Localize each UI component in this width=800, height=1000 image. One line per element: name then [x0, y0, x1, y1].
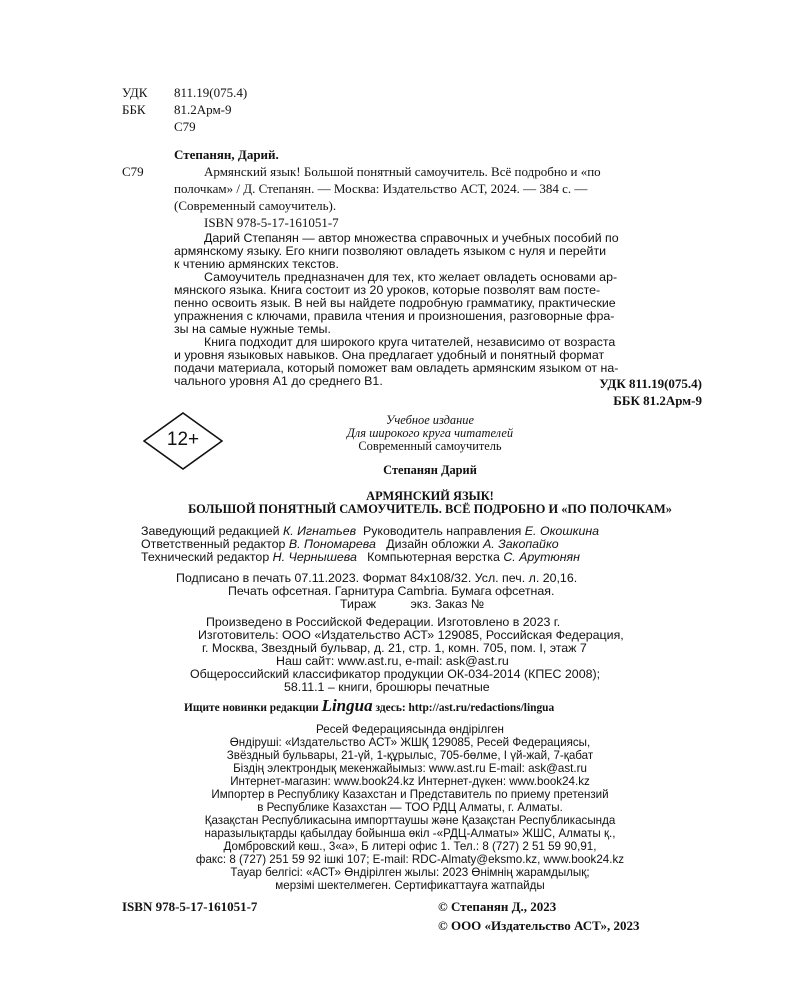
kazakh-line: Домбровский көш., 3«а», Б литері офис 1. Тел.: 8 (727) 2 51 59 90,91,: [223, 840, 597, 853]
bbk-label: ББК: [122, 102, 146, 117]
author-mark: С79: [174, 119, 196, 134]
kazakh-line: Тауар белгісі: «АСТ» Өндірілген жылы: 2023 Өнімнің жарамдылық;: [230, 866, 590, 879]
annotation-line: Книга подходит для широкого круга читателей, независимо от возраста: [204, 335, 616, 349]
kazakh-line: мерзімі шектелмеген. Сертификаттауға жатпайды: [275, 879, 545, 892]
producer-line: Общероссийский классификатор продукции ОК-034-2014 (КПЕС 2008);: [190, 667, 601, 681]
credits-line-3: Технический редактор Н. Чернышева Компьютерная верстка С. Арутюнян: [141, 550, 580, 564]
edition-type: Учебное издание: [386, 413, 474, 427]
producer-line: Произведено в Российской Федерации. Изготовлено в 2023 г.: [206, 615, 561, 629]
lingua-link[interactable]: здесь: http://ast.ru/redactions/lingua: [375, 702, 555, 714]
annotation-bbk: ББК 81.2Арм-9: [613, 393, 702, 408]
kazakh-line: Интернет-магазин: www.book24.kz Интернет-дүкен: www.book24.kz: [230, 775, 590, 788]
producer-line: Изготовитель: ООО «Издательство АСТ» 129085, Российская Федерация,: [198, 628, 624, 642]
lingua-line: Ищите новинки редакции Lingua здесь: http://ast.ru/redactions/lingua: [184, 696, 555, 715]
bib-mark: С79: [122, 164, 144, 179]
kazakh-line: факс: 8 (727) 251 59 92 ішкі 107; E-mail: RDC-Almaty@eksmo.kz, www.book24.kz: [195, 853, 625, 866]
kazakh-line: Ресей Федерациясында өндірілген: [316, 723, 504, 736]
kazakh-line: Қазақстан Республикасына импорттаушы және Қазақстан Республикасында: [204, 814, 616, 827]
bib-line-2: полочкам» / Д. Степанян. — Москва: Издательство АСТ, 2024. — 384 с. —: [174, 181, 588, 196]
bib-line-3: (Современный самоучитель).: [174, 198, 337, 213]
udk-label: УДК: [122, 85, 148, 100]
annotation-line: и уровня языковых навыков. Она предлагает удобный и понятный формат: [174, 348, 605, 362]
kazakh-line: Импортер в Республику Казахстан и Представитель по приему претензий: [211, 788, 609, 801]
bib-isbn: ISBN 978-5-17-161051-7: [204, 215, 339, 230]
producer-line: Наш сайт: www.ast.ru, e-mail: ask@ast.ru: [276, 654, 509, 668]
annotation-line: зы на самые нужные темы.: [174, 322, 331, 336]
annotation-line: армянскому языку. Его книги позволяют овладеть языком с нуля и перейти: [174, 244, 607, 258]
book-title-line-2: БОЛЬШОЙ ПОНЯТНЫЙ САМОУЧИТЕЛЬ. ВСЁ ПОДРОБНО И «ПО ПОЛОЧКАМ»: [188, 502, 672, 516]
edition-author: Степанян Дарий: [383, 463, 477, 477]
kazakh-line: наразылықтарды қабылдау бойынша өкіл -«РДЦ-Алматы» ЖШС, Алматы қ.,: [204, 827, 616, 840]
kazakh-line: Звёздный бульвары, 21-үй, 1-құрылыс, 705-бөлме, I үй-жай, 7-қабат: [226, 749, 594, 762]
kazakh-line: Өндіруші: «Издательство АСТ» ЖШҚ 129085, Ресей Федерациясы,: [229, 736, 591, 749]
bib-author-heading: Степанян, Дарий.: [174, 147, 279, 162]
edition-audience: Для широкого круга читателей: [346, 426, 514, 440]
annotation-udk: УДК 811.19(075.4): [599, 376, 702, 391]
print-line-1: Подписано в печать 07.11.2023. Формат 84x108/32. Усл. печ. л. 20,16.: [176, 571, 578, 585]
producer-line: г. Москва, Звездный бульвар, д. 21, стр. 1, комн. 705, пом. I, этаж 7: [202, 641, 587, 655]
credits-line-1: Заведующий редакцией К. Игнатьев Руководитель направления Е. Окошкина: [141, 524, 600, 538]
annotation-line: чального уровня А1 до среднего В1.: [174, 374, 383, 388]
bib-line-1: Армянский язык! Большой понятный самоучитель. Всё подробно и «по: [204, 164, 601, 179]
book-title-line-1: АРМЯНСКИЙ ЯЗЫК!: [366, 489, 494, 503]
lingua-logo: Lingua: [321, 696, 373, 715]
copyright-author: © Степанян Д., 2023: [438, 899, 557, 914]
kazakh-line: Біздің электрондық мекенжайымыз: www.ast.ru E-mail: ask@ast.ru: [233, 762, 587, 775]
credits-line-2: Ответственный редактор В. Пономарева Дизайн обложки А. Закопайко: [141, 537, 559, 551]
copyright-publisher: © ООО «Издательство АСТ», 2023: [438, 918, 640, 933]
bbk-value: 81.2Арм-9: [174, 102, 232, 117]
footer-isbn: ISBN 978-5-17-161051-7: [122, 899, 258, 914]
age-rating-badge: [143, 412, 223, 470]
udk-value: 811.19(075.4): [174, 85, 248, 100]
producer-line: 58.11.1 – книги, брошюры печатные: [284, 680, 490, 694]
annotation-line: пенно освоить язык. В ней вы найдете подробную грамматику, практические: [174, 296, 616, 310]
annotation-line: упражнения с ключами, правила чтения и произношения, разговорные фра-: [174, 309, 615, 323]
kazakh-line: в Республике Казахстан — ТОО РДЦ Алматы, г. Алматы.: [257, 801, 563, 814]
age-rating-text: 12+: [166, 429, 200, 450]
annotation-line: к чтению армянских текстов.: [174, 257, 339, 271]
annotation-line: Дарий Степанян — автор множества справочных и учебных пособий по: [204, 231, 619, 245]
annotation-line: подачи материала, который поможет вам овладеть армянским языком от на-: [174, 361, 619, 375]
annotation-line: мянского языка. Книга состоит из 20 уроков, которые позволят вам посте-: [174, 283, 601, 297]
annotation-line: Самоучитель предназначен для тех, кто желает овладеть основами ар-: [204, 270, 618, 284]
print-line-2: Печать офсетная. Гарнитура Cambria. Бумага офсетная.: [228, 584, 555, 598]
edition-series: Современный самоучитель: [358, 439, 502, 453]
print-line-3: Тираж экз. Заказ №: [340, 597, 485, 611]
